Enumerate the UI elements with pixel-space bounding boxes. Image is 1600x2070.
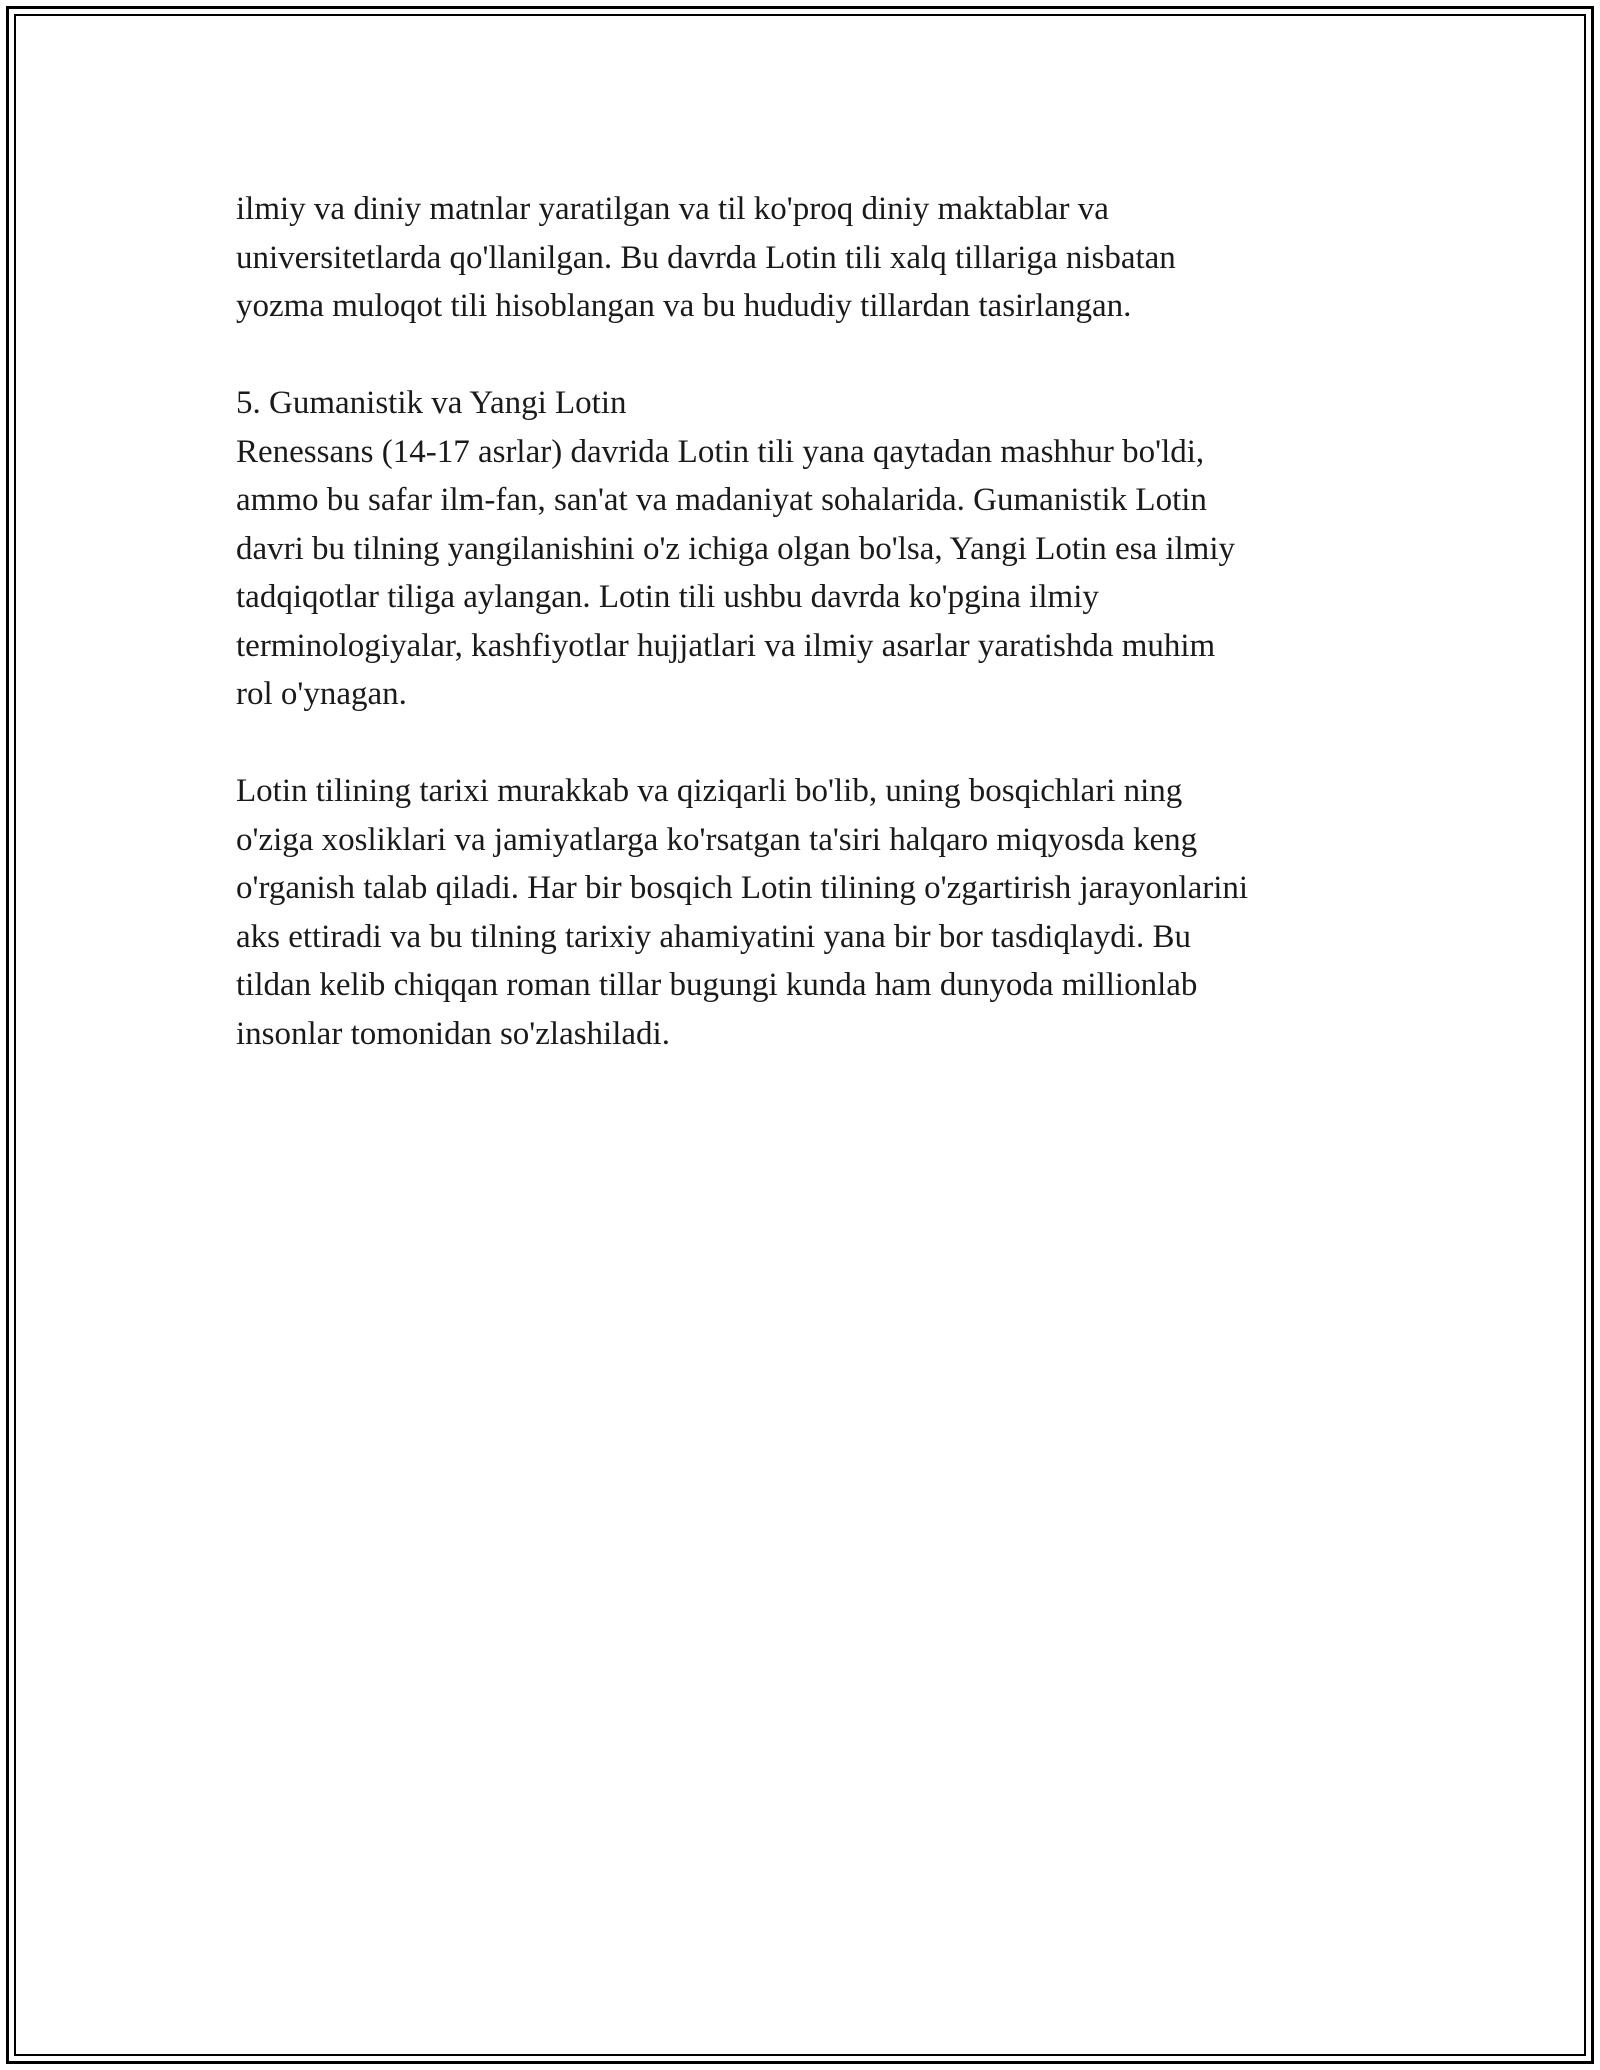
text-line: tadqiqotlar tiliga aylangan. Lotin tili ushbu davrda ko'pgina ilmiy: [236, 579, 1099, 615]
section-heading: 5. Gumanistik va Yangi Lotin: [236, 385, 627, 421]
text-line: Renessans (14-17 asrlar) davrida Lotin tili yana qaytadan mashhur bo'ldi,: [236, 433, 1205, 470]
text-line: universitetlarda qo'llanilgan. Bu davrda Lotin tili xalq tillariga nisbatan: [236, 239, 1176, 276]
text-line: yozma muloqot tili hisoblangan va bu hududiy tillardan tasirlangan.: [236, 288, 1132, 324]
text-line: tildan kelib chiqqan roman tillar bugungi kunda ham dunyoda millionlab: [236, 967, 1198, 1003]
text-line: aks ettiradi va bu tilning tarixiy ahamiyatini yana bir bor tasdiqlaydi. Bu: [236, 918, 1191, 955]
paragraph-conclusion: [236, 767, 1366, 1058]
paragraph-renaissance: [236, 428, 1366, 719]
text-line: rol o'ynagan.: [236, 676, 407, 712]
text-line: ilmiy va diniy matnlar yaratilgan va til ko'proq diniy maktablar va: [236, 191, 1109, 227]
text-line: o'ziga xosliklari va jamiyatlarga ko'rsatgan ta'siri halqaro miqyosda keng: [236, 821, 1198, 858]
document-body: [236, 185, 1366, 1058]
text-line: insonlar tomonidan so'zlashiladi.: [236, 1015, 670, 1052]
text-line: terminologiyalar, kashfiyotlar hujjatlari va ilmiy asarlar yaratishda muhim: [236, 627, 1216, 664]
text-line: o'rganish talab qiladi. Har bir bosqich Lotin tilining o'zgartirish jarayonlarini: [236, 870, 1249, 906]
paragraph-continued: [236, 185, 1366, 331]
text-line: davri bu tilning yangilanishini o'z ichiga olgan bo'lsa, Yangi Lotin esa ilmiy: [236, 530, 1236, 567]
text-line: ammo bu safar ilm-fan, san'at va madaniyat sohalarida. Gumanistik Lotin: [236, 482, 1207, 518]
text-line: Lotin tilining tarixi murakkab va qiziqarli bo'lib, uning bosqichlari ning: [236, 773, 1183, 809]
paragraph-spacer: [236, 719, 1366, 768]
paragraph-spacer: [236, 331, 1366, 380]
